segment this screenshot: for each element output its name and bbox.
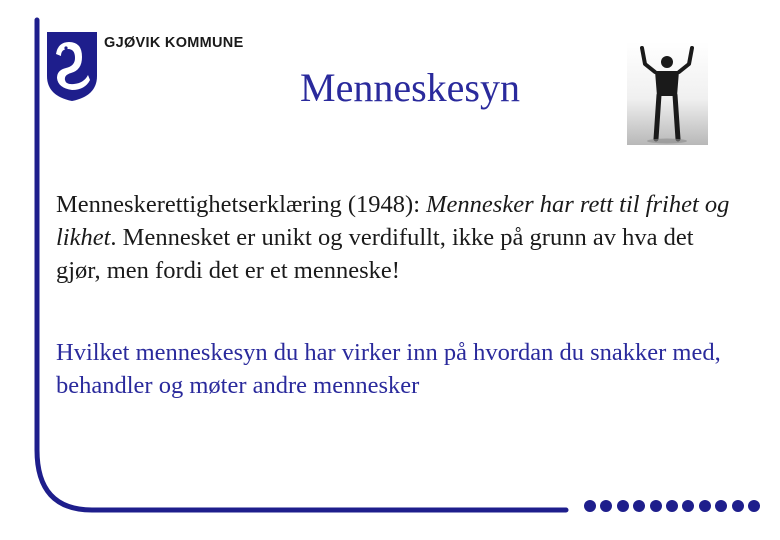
dot — [617, 500, 629, 512]
dot — [715, 500, 727, 512]
rights-rest: . Mennesket er unikt og verdifullt, ikke på grunn av hva det gjør, men fordi det er et menneske! — [56, 224, 694, 284]
decorative-dots — [584, 500, 760, 516]
dot — [584, 500, 596, 512]
rights-paragraph — [56, 188, 736, 287]
rights-quote: Mennesker har rett til frihet og likhet — [56, 191, 730, 251]
dot — [748, 500, 760, 512]
swan-logo-icon — [44, 30, 100, 102]
page-title: Menneskesyn — [300, 65, 520, 110]
dot — [633, 500, 645, 512]
dot — [732, 500, 744, 512]
person-arms-raised-photo-icon — [627, 42, 708, 145]
dot — [650, 500, 662, 512]
dot — [600, 500, 612, 512]
dot — [699, 500, 711, 512]
rights-intro: Menneskerettighetserklæring (1948): — [56, 191, 427, 218]
reflection-paragraph: Hvilket menneskesyn du har virker inn på hvordan du snakker med, behandler og møter andre mennesker — [56, 339, 721, 399]
org-name: GJØVIK KOMMUNE — [104, 35, 244, 51]
dot — [666, 500, 678, 512]
dot — [682, 500, 694, 512]
